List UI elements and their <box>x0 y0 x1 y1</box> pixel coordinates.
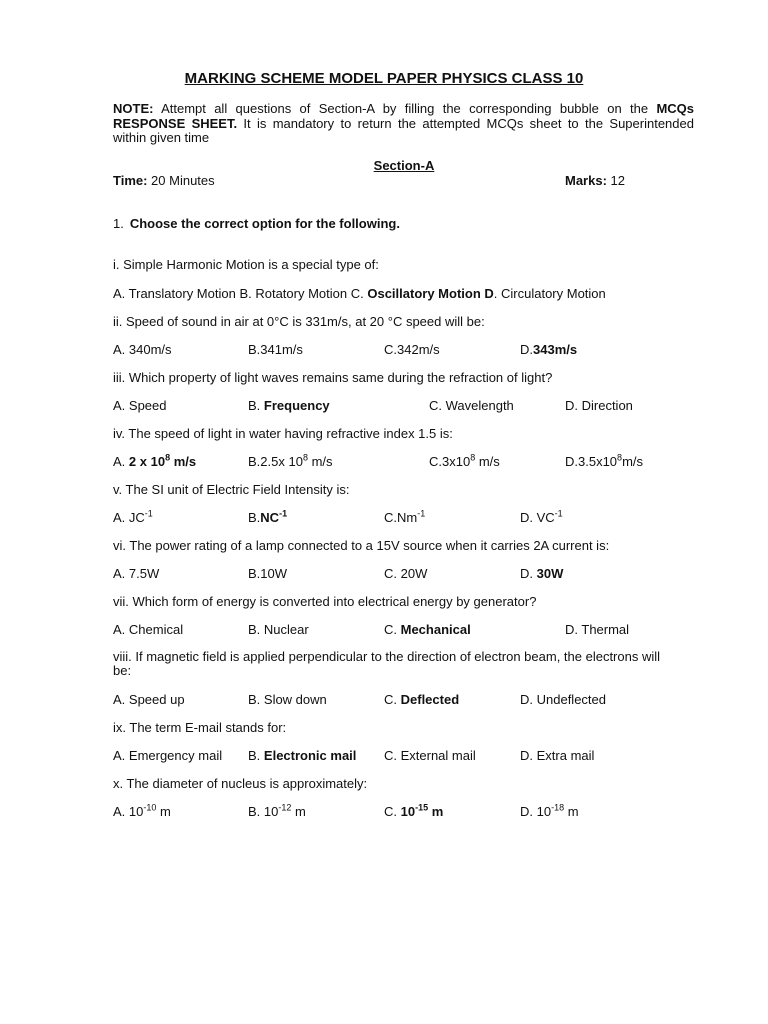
question-stem: viii. If magnetic field is applied perpendicular to the direction of electron beam, the electrons will be: <box>113 649 661 678</box>
option-d: D. Undeflected <box>520 692 606 707</box>
option-c-letter: C. <box>384 622 397 637</box>
option-d-letter: D. <box>520 342 533 357</box>
correct-answer <box>401 804 444 819</box>
option-a-base: A. JC <box>113 510 145 525</box>
question-options <box>113 286 606 301</box>
answer-exponent: 8 <box>165 452 171 463</box>
option-b-letter: B. <box>248 510 261 525</box>
option-b: B. Nuclear <box>248 622 309 637</box>
note-paragraph <box>113 102 694 146</box>
option-d-exponent: -1 <box>554 508 563 519</box>
option-a: A. Speed up <box>113 692 185 707</box>
question-stem: ix. The term E-mail stands for: <box>113 720 287 735</box>
option-c <box>384 804 443 819</box>
question-options <box>113 510 733 526</box>
option-c: C. Wavelength <box>429 398 514 413</box>
question-options <box>113 804 733 820</box>
option-a-exponent: -10 <box>143 802 157 813</box>
option-b <box>248 804 306 819</box>
option-a <box>113 510 153 525</box>
correct-answer: 30W <box>536 566 564 581</box>
option-c <box>384 692 459 707</box>
option-d: D. Extra mail <box>520 748 595 763</box>
time-label: Time: <box>113 173 148 188</box>
question-stem: vii. Which form of energy is converted into electrical energy by generator? <box>113 594 537 609</box>
option-d-base: D. 10 <box>520 804 552 819</box>
answer-base: 2 x 10 <box>128 454 166 469</box>
option-c-exponent: 8 <box>470 452 476 463</box>
question-options <box>113 622 733 638</box>
question-stem: i. Simple Harmonic Motion is a special type of: <box>113 257 379 272</box>
option-b: B.341m/s <box>248 342 303 357</box>
note-text-1: Attempt all questions of Section-A by filling the corresponding bubble on the <box>153 101 657 116</box>
option-d: D. Thermal <box>565 622 630 637</box>
question-options <box>113 398 733 414</box>
option-b: B.10W <box>248 566 288 581</box>
option-a-base: A. 10 <box>113 804 144 819</box>
option-c: C.342m/s <box>384 342 440 357</box>
correct-answer: Deflected <box>400 692 460 707</box>
option-d-unit: m/s <box>622 454 644 469</box>
question-options <box>113 342 733 358</box>
answer-base: NC <box>260 510 280 525</box>
answer-exponent: -15 <box>415 802 429 813</box>
option-a-letter: A. <box>113 454 126 469</box>
option-c-letter: C. <box>384 804 397 819</box>
option-b-unit: m <box>291 804 306 819</box>
option-a: A. 340m/s <box>113 342 172 357</box>
option-a: A. Speed <box>113 398 167 413</box>
answer-unit: m/s <box>173 454 197 469</box>
option-a: A. Chemical <box>113 622 184 637</box>
option-c-base: C.Nm <box>384 510 418 525</box>
option-b-unit: m/s <box>307 454 333 469</box>
answer-exponent: -1 <box>279 508 288 519</box>
correct-answer <box>129 454 196 469</box>
option-d <box>520 342 577 357</box>
option-b-base: B. 10 <box>248 804 279 819</box>
option-d: . Circulatory Motion <box>493 286 606 301</box>
section-heading: Section-A <box>373 158 435 173</box>
option-c <box>384 622 471 637</box>
option-a: A. 7.5W <box>113 566 160 581</box>
answer-base: 10 <box>400 804 416 819</box>
option-d-exponent: 8 <box>617 452 623 463</box>
correct-answer: Electronic mail <box>263 748 357 763</box>
question-options <box>113 454 733 470</box>
marks-value: 12 <box>606 173 625 188</box>
question-stem: iv. The speed of light in water having refractive index 1.5 is: <box>113 426 453 441</box>
note-text-2: It is mandatory to return the attempted MCQs sheet to the Superintended within given time <box>113 115 694 145</box>
option-b-exponent: -12 <box>278 802 292 813</box>
correct-answer: Frequency <box>263 398 330 413</box>
option-d-unit: m <box>564 804 579 819</box>
option-b <box>248 510 287 525</box>
correct-answer <box>260 510 287 525</box>
option-d <box>520 510 563 525</box>
option-c: C. External mail <box>384 748 476 763</box>
option-b <box>248 748 356 763</box>
instruction <box>113 216 400 231</box>
option-d-base: D.3.5x10 <box>565 454 618 469</box>
option-b-exponent: 8 <box>302 452 308 463</box>
instruction-text: Choose the correct option for the following. <box>129 216 400 231</box>
option-b-letter: B. <box>248 398 261 413</box>
note-label: NOTE: <box>113 101 154 116</box>
instruction-number: 1. <box>113 216 124 231</box>
option-c-letter: C. <box>384 692 397 707</box>
option-c <box>384 510 425 525</box>
time-value: 20 Minutes <box>147 173 215 188</box>
option-a-exponent: -1 <box>144 508 153 519</box>
option-c: C. <box>350 286 364 301</box>
option-a-unit: m <box>156 804 171 819</box>
correct-answer: Oscillatory Motion <box>367 286 481 301</box>
question-options <box>113 748 733 764</box>
option-d <box>520 804 579 819</box>
option-d-letter: D <box>484 286 494 301</box>
question-stem: v. The SI unit of Electric Field Intensity is: <box>113 482 350 497</box>
question-stem: ii. Speed of sound in air at 0°C is 331m/s, at 20 °C speed will be: <box>113 314 485 329</box>
option-b: B. Rotatory Motion <box>239 286 348 301</box>
option-b-letter: B. <box>248 748 261 763</box>
option-a <box>113 804 171 819</box>
question-stem: iii. Which property of light waves remains same during the refraction of light? <box>113 370 553 385</box>
option-d-exponent: -18 <box>551 802 565 813</box>
option-c-base: C.3x10 <box>429 454 471 469</box>
page-title: MARKING SCHEME MODEL PAPER PHYSICS CLASS 10 <box>184 70 584 87</box>
option-c: C. 20W <box>384 566 428 581</box>
correct-answer: 343m/s <box>533 342 578 357</box>
time-field <box>113 173 215 188</box>
option-c-exponent: -1 <box>417 508 426 519</box>
question-options <box>113 566 733 582</box>
answer-unit: m <box>428 804 444 819</box>
question-stem: vi. The power rating of a lamp connected to a 15V source when it carries 2A current is: <box>113 538 610 553</box>
option-a: A. Emergency mail <box>113 748 223 763</box>
marks-label: Marks: <box>565 173 607 188</box>
option-b: B. Slow down <box>248 692 327 707</box>
option-b <box>248 398 330 413</box>
option-d <box>520 566 563 581</box>
question-options <box>113 692 733 708</box>
option-b <box>248 454 333 469</box>
option-d: D. Direction <box>565 398 633 413</box>
option-a <box>113 454 196 469</box>
note-bold-text: MCQs RESPONSE SHEET. <box>113 101 694 131</box>
option-c-unit: m/s <box>475 454 500 469</box>
marks-field <box>565 173 625 188</box>
option-d-letter: D. <box>520 566 533 581</box>
option-a: A. Translatory Motion <box>113 286 236 301</box>
correct-answer: Mechanical <box>400 622 471 637</box>
option-b-base: B.2.5x 10 <box>248 454 303 469</box>
option-d <box>565 454 643 469</box>
option-d-base: D. VC <box>520 510 555 525</box>
question-stem: x. The diameter of nucleus is approximately: <box>113 776 368 791</box>
option-c <box>429 454 500 469</box>
